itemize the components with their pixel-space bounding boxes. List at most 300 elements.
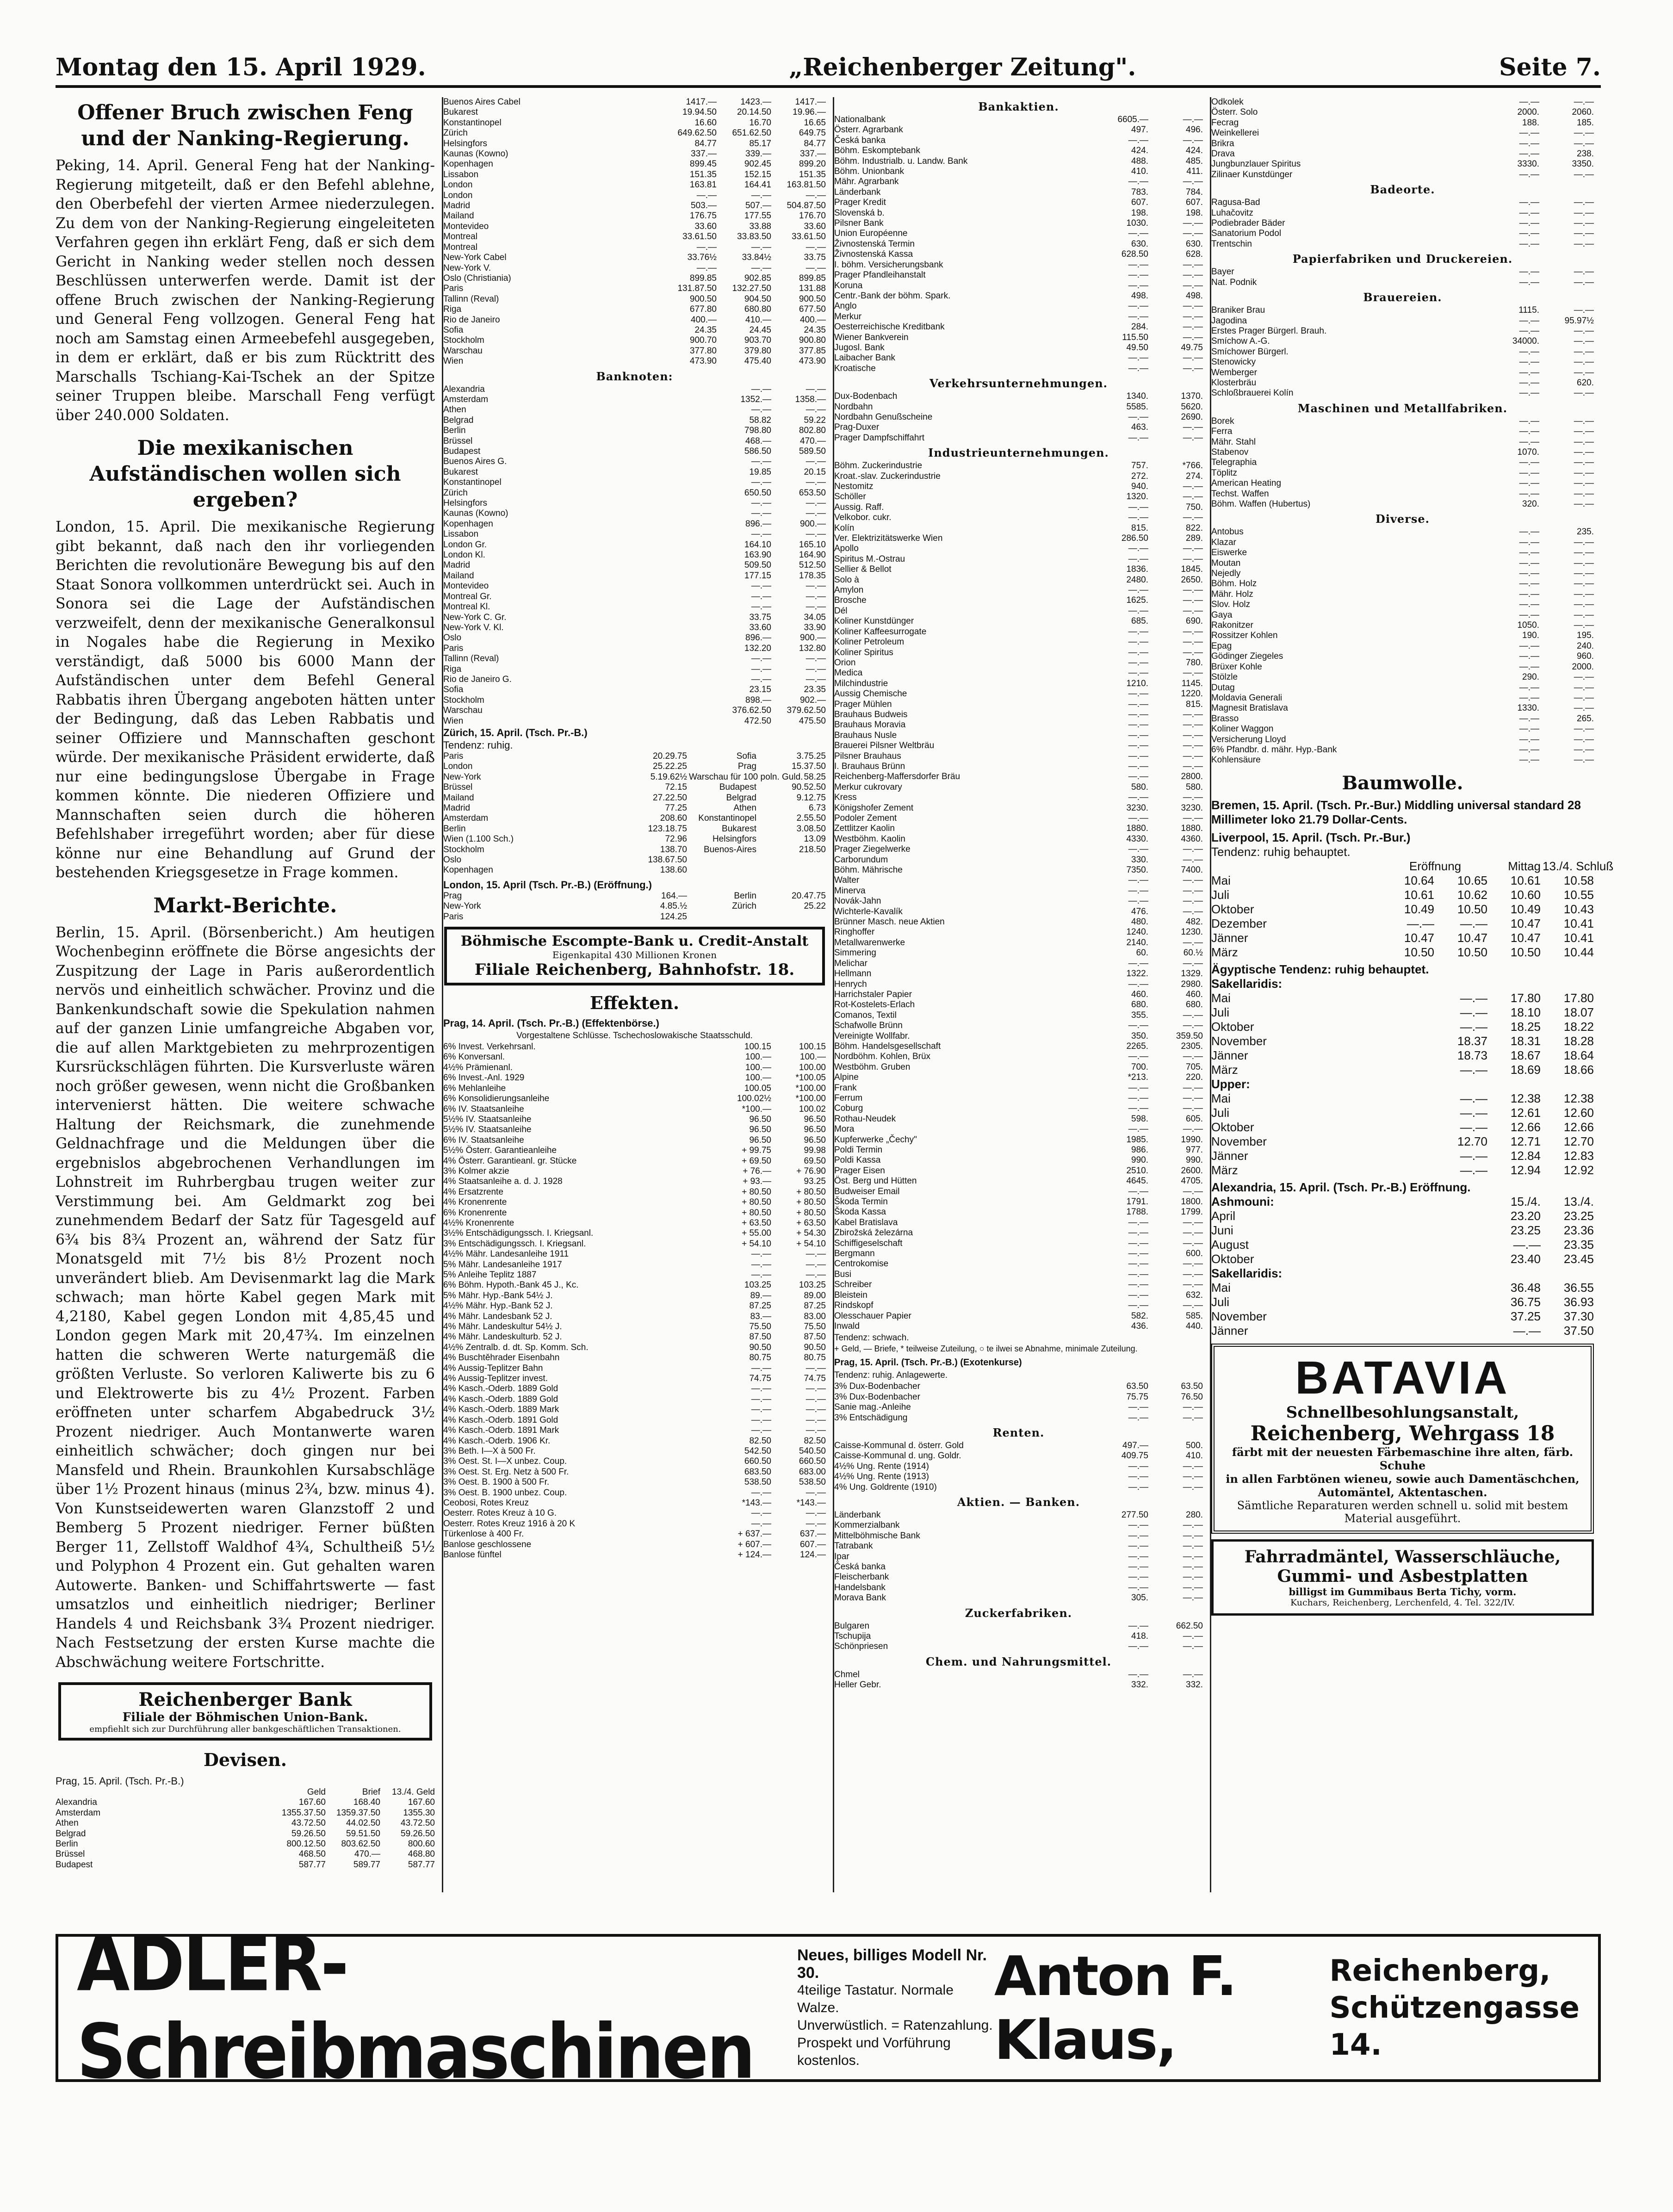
row-label: 3% Entschädigung bbox=[834, 1413, 908, 1423]
row-value: —.— bbox=[806, 1384, 826, 1394]
row-value: —.— bbox=[1183, 433, 1203, 443]
row-value: —.— bbox=[751, 1363, 771, 1373]
row-label: Brikra bbox=[1211, 138, 1234, 149]
row-value: —.— bbox=[1128, 875, 1148, 886]
row-value: —.— bbox=[751, 591, 771, 601]
row-value: —.— bbox=[1460, 1148, 1487, 1163]
table-row bbox=[1211, 931, 1594, 945]
row-value: 23.35 bbox=[1563, 1237, 1594, 1252]
row-value: —.— bbox=[1128, 1402, 1148, 1413]
row-value: —.— bbox=[1183, 1052, 1203, 1062]
row-value: 497. bbox=[1131, 125, 1148, 135]
table-row bbox=[1211, 416, 1594, 427]
row-value: 784. bbox=[1186, 187, 1203, 197]
row-value: —.— bbox=[1460, 1163, 1487, 1177]
row-value: —.— bbox=[1128, 363, 1148, 373]
row-value: 339.— bbox=[745, 149, 771, 159]
table-row bbox=[443, 508, 826, 519]
table-row bbox=[1211, 631, 1594, 641]
row-value: —.— bbox=[1183, 115, 1203, 124]
table-row bbox=[443, 118, 826, 128]
table-row bbox=[834, 564, 1203, 575]
row-value: —.— bbox=[1574, 267, 1594, 277]
table-row bbox=[834, 177, 1203, 187]
ad-escompte-bank bbox=[444, 927, 825, 985]
row-value: 903.70 bbox=[744, 335, 771, 346]
row-label: 3% Oest. St. I—X unbez. Coup. bbox=[443, 1456, 567, 1467]
row-value: 409.75 bbox=[1121, 1451, 1148, 1461]
row-value: 410. bbox=[1186, 1451, 1203, 1461]
table-row bbox=[1211, 745, 1594, 755]
row-label: Kolín bbox=[834, 523, 855, 533]
table-row bbox=[834, 1124, 1203, 1134]
devisen-rates-table bbox=[443, 97, 826, 367]
row-value: 177.15 bbox=[744, 570, 771, 581]
row-value: —.— bbox=[1574, 138, 1594, 149]
table-row bbox=[443, 191, 826, 201]
table-row bbox=[1211, 1324, 1594, 1338]
row-value: —.— bbox=[1519, 651, 1539, 662]
row-value: 7400. bbox=[1181, 865, 1203, 875]
row-value: —.— bbox=[751, 190, 771, 200]
brauereien-table bbox=[1211, 305, 1594, 399]
table-row bbox=[1211, 368, 1594, 378]
row-value: 509.50 bbox=[744, 560, 771, 570]
row-value: —.— bbox=[1183, 585, 1203, 595]
table-row bbox=[834, 938, 1203, 948]
row-label: Nordbahn Genußscheine bbox=[834, 412, 933, 422]
row-value: + 76.— bbox=[743, 1166, 771, 1176]
table-row bbox=[443, 446, 826, 457]
table-row bbox=[1211, 527, 1594, 537]
row-label: Koruna bbox=[834, 280, 863, 291]
row-label: Inwald bbox=[834, 1321, 860, 1331]
row-label: Kroat.-slav. Zuckerindustrie bbox=[834, 471, 941, 481]
row-value: 36.93 bbox=[1563, 1295, 1594, 1309]
row-value: 750. bbox=[1186, 502, 1203, 512]
row-value: 20.14.50 bbox=[737, 107, 771, 118]
row-label: Juni bbox=[1211, 1223, 1233, 1237]
table-row bbox=[834, 198, 1203, 208]
row-value: 3330. bbox=[1517, 159, 1539, 169]
section-subtitle: Tendenz: ruhig. bbox=[443, 739, 513, 751]
section-title: Baumwolle. bbox=[1342, 772, 1463, 794]
row-value: —.— bbox=[806, 242, 826, 252]
table-row bbox=[834, 156, 1203, 167]
row-label: Türkenlose à 400 Fr. bbox=[443, 1529, 524, 1539]
row-value: —.— bbox=[1519, 641, 1539, 651]
row-label: Wien bbox=[443, 356, 464, 366]
row-label: März bbox=[1211, 945, 1238, 959]
row-value: 33.76½ bbox=[687, 253, 717, 263]
ad-line: färbt mit der neuesten Färbemaschine ihre alten, färb. Schuhe bbox=[1232, 1445, 1574, 1472]
row-label: Telegraphia bbox=[1211, 458, 1257, 468]
row-value: 320. bbox=[1522, 499, 1539, 509]
row-value: —.— bbox=[1128, 793, 1148, 803]
row-value: 337.— bbox=[800, 149, 826, 159]
row-label: Juli bbox=[1211, 887, 1230, 902]
row-label: Prag-Duxer bbox=[834, 422, 880, 433]
row-value: —.— bbox=[1183, 482, 1203, 491]
row-value: 4.85.½ bbox=[660, 901, 687, 911]
row-value: —.— bbox=[1183, 813, 1203, 823]
row-label: Harrichstaler Papier bbox=[834, 989, 912, 999]
row-value: —.— bbox=[1183, 1269, 1203, 1279]
table-row bbox=[443, 1187, 826, 1197]
row-value: 900.50 bbox=[799, 294, 826, 304]
row-label: Bleistein bbox=[834, 1290, 867, 1300]
row-value: 605. bbox=[1186, 1114, 1203, 1124]
row-label: Koliner Kaffeesurrogate bbox=[834, 626, 927, 637]
table-row bbox=[834, 689, 1203, 699]
row-value: —.— bbox=[1128, 1238, 1148, 1248]
row-label: Athen bbox=[443, 405, 466, 415]
row-label: 3% Beth. I—X à 500 Fr. bbox=[443, 1446, 536, 1456]
row-value: 10.41 bbox=[1563, 930, 1594, 945]
table-row bbox=[834, 391, 1203, 402]
table-row bbox=[1211, 589, 1594, 600]
row-value: —.— bbox=[1574, 218, 1594, 229]
section-subtitle: Tendenz: ruhig. Anlagewerte. bbox=[834, 1370, 948, 1381]
column-1 bbox=[56, 97, 435, 1892]
table-row bbox=[443, 1104, 826, 1115]
row-value: 1417.— bbox=[795, 97, 826, 107]
row-value: —.— bbox=[1574, 744, 1594, 755]
tendenz: Tendenz: ruhig behauptet. bbox=[1211, 844, 1351, 859]
row-value: 12.66 bbox=[1563, 1120, 1594, 1134]
row-label: 6% Konsolidierungsanleihe bbox=[443, 1094, 550, 1104]
table-row bbox=[1211, 1149, 1594, 1163]
row-value: —.— bbox=[1183, 1010, 1203, 1020]
row-label: Podoler Zement bbox=[834, 813, 897, 823]
table-row bbox=[834, 637, 1203, 647]
row-value: —.— bbox=[1128, 1530, 1148, 1541]
row-label: Montreal Gr. bbox=[443, 591, 492, 601]
table-row bbox=[56, 1829, 435, 1839]
row-value: 359.50 bbox=[1176, 1031, 1203, 1041]
row-value: 498. bbox=[1186, 291, 1203, 301]
table-row bbox=[443, 1322, 826, 1332]
table-row bbox=[1211, 1281, 1594, 1295]
row-value: 1330. bbox=[1517, 703, 1539, 713]
table-row bbox=[834, 1083, 1203, 1093]
row-label: Oktober bbox=[1211, 1120, 1254, 1134]
table-row bbox=[443, 560, 826, 570]
row-value: 12.70 bbox=[1457, 1134, 1487, 1148]
row-label: Medica bbox=[834, 668, 863, 678]
row-value: —.— bbox=[1183, 1461, 1203, 1471]
row-label: Tschupija bbox=[834, 1631, 871, 1642]
row-value: —.— bbox=[1519, 600, 1539, 610]
row-label: 6% Böhm. Hypoth.-Bank 45 J., Kc. bbox=[443, 1280, 579, 1290]
table-row bbox=[443, 1218, 826, 1228]
row-label: Öst. Berg und Hütten bbox=[834, 1176, 917, 1186]
row-label: Ringhoffer bbox=[834, 927, 875, 937]
row-value: —.— bbox=[1183, 422, 1203, 433]
row-value: 60.½ bbox=[1183, 948, 1203, 958]
row-value: —.— bbox=[1574, 347, 1594, 357]
row-label: Poldi Kassa bbox=[834, 1155, 881, 1165]
row-label: Frank bbox=[834, 1083, 857, 1093]
table-row bbox=[834, 1413, 1203, 1423]
table-row bbox=[1211, 600, 1594, 610]
row-value: 1423.— bbox=[740, 97, 771, 107]
table-row bbox=[443, 149, 826, 159]
table-row bbox=[443, 1363, 826, 1374]
row-value: 18.25 bbox=[1510, 1019, 1541, 1034]
ad-line: Böhmische Escompte-Bank u. Credit-Anstalt bbox=[460, 933, 809, 950]
table-row bbox=[443, 1156, 826, 1166]
row-value: 468.80 bbox=[408, 1849, 435, 1859]
table-row bbox=[834, 471, 1203, 482]
table-row bbox=[1211, 97, 1594, 107]
row-label: Mailand bbox=[443, 211, 474, 221]
row-value: 628. bbox=[1186, 249, 1203, 260]
row-label: Budweiser Email bbox=[834, 1186, 900, 1196]
row-value: 23.25 bbox=[1510, 1223, 1541, 1237]
row-label: Sellier & Bellot bbox=[834, 564, 892, 575]
column-3 bbox=[833, 97, 1203, 1892]
row-value: —.— bbox=[1519, 277, 1539, 287]
row-value: —.— bbox=[1183, 1631, 1203, 1642]
row-label: Podiebrader Bäder bbox=[1211, 218, 1285, 229]
table-row bbox=[834, 270, 1203, 280]
row-label: Olesschauer Papier bbox=[834, 1311, 911, 1321]
row-value: —.— bbox=[1128, 301, 1148, 311]
row-value: —.— bbox=[751, 1259, 771, 1270]
row-value: 18.66 bbox=[1563, 1062, 1594, 1077]
row-value: —.— bbox=[1183, 1238, 1203, 1248]
table-row bbox=[834, 1270, 1203, 1280]
row-value: 100.— bbox=[800, 1052, 826, 1062]
row-value: 238. bbox=[1577, 149, 1594, 159]
ad-adler-schreibmaschinen bbox=[56, 1920, 1601, 2096]
ad-line: Sämtliche Reparaturen werden schnell u. solid mit bestem Material ausgeführt. bbox=[1237, 1499, 1568, 1525]
row-label: Ceobosi, Rotes Kreuz bbox=[443, 1498, 529, 1508]
row-label: 3½% Entschädigungssch. I. Kriegsanl. bbox=[443, 1228, 594, 1239]
row-value: —.— bbox=[1183, 218, 1203, 229]
row-value: 355. bbox=[1131, 1010, 1148, 1020]
table-row bbox=[1211, 917, 1594, 931]
table-row bbox=[1211, 651, 1594, 662]
row-value: 2265. bbox=[1126, 1041, 1148, 1051]
row-value: 17.80 bbox=[1510, 991, 1541, 1005]
row-value: 198. bbox=[1131, 208, 1148, 218]
row-value: + 80.50 bbox=[742, 1208, 771, 1218]
table-row bbox=[1211, 662, 1594, 672]
row-value: 424. bbox=[1186, 146, 1203, 156]
table-row bbox=[1211, 714, 1594, 724]
row-label: Jagodina bbox=[1211, 316, 1247, 326]
row-value: —.— bbox=[1574, 128, 1594, 138]
row-value: —.— bbox=[1128, 1269, 1148, 1279]
row-label: Fleischerbank bbox=[834, 1572, 889, 1582]
table-row bbox=[443, 1115, 826, 1125]
table-row bbox=[1211, 1163, 1594, 1177]
row-value: —.— bbox=[1128, 1217, 1148, 1227]
row-value: 902.45 bbox=[744, 159, 771, 169]
row-label: November bbox=[1211, 1134, 1267, 1148]
row-value: 138.60 bbox=[660, 865, 687, 875]
row-value: 1355.30 bbox=[403, 1808, 435, 1818]
row-value: 485. bbox=[1186, 156, 1203, 166]
row-label: Borek bbox=[1211, 416, 1234, 426]
table-row bbox=[443, 1042, 826, 1052]
row-value: —.— bbox=[806, 190, 826, 200]
row-label: Henrych bbox=[834, 979, 867, 989]
row-value: —.— bbox=[1574, 277, 1594, 287]
maschinen-table bbox=[1211, 416, 1594, 510]
row-value: 33.61.50 bbox=[682, 232, 717, 242]
row-value: —.— bbox=[1519, 239, 1539, 249]
table-row bbox=[443, 793, 826, 803]
row-label: Kress bbox=[834, 793, 857, 803]
row-value: —.— bbox=[806, 664, 826, 674]
row-value: —.— bbox=[1183, 606, 1203, 616]
row-label: Mai bbox=[1211, 873, 1231, 887]
row-label: 4% Staatsanleihe a. d. J. 1928 bbox=[443, 1177, 563, 1187]
row-value: —.— bbox=[1128, 647, 1148, 657]
row-value: 87.50 bbox=[749, 1332, 771, 1342]
table-row bbox=[834, 281, 1203, 291]
row-value: 33.83.50 bbox=[737, 232, 771, 242]
sakellaridis-table bbox=[1211, 991, 1594, 1077]
table-row bbox=[443, 633, 826, 643]
row-value: 177.55 bbox=[744, 211, 771, 221]
row-value: 58.25 bbox=[804, 772, 826, 782]
row-value: 400.— bbox=[691, 315, 717, 325]
row-label: Juli bbox=[1211, 1105, 1230, 1120]
table-row bbox=[1211, 437, 1594, 447]
table-row bbox=[1211, 1309, 1594, 1324]
table-row bbox=[443, 901, 826, 911]
table-row bbox=[834, 606, 1203, 616]
row-value: 96.50 bbox=[804, 1125, 826, 1135]
row-value: 460. bbox=[1131, 989, 1148, 999]
row-label: März bbox=[1211, 1163, 1238, 1177]
row-label: Smíchow A.-G. bbox=[1211, 336, 1270, 347]
article-body: Peking, 14. April. General Feng hat der Nanking-Regierung mitgeteilt, daß er den Befehl ablehne, den Oberbefehl der vierten Armee niederzulegen. Zu dem von der Nanking-Regierung eingeleiteten Verfahren gegen ihn erklärt Feng, daß er sich dem Gericht in Nanking weder stellen noch dessen Beschlüssen unterwerfen werde. Damit ist der offene Bruch zwischen der Nanking-Regierung und General Feng vollzogen. General Feng hat noch am Samstag einen Armeebefehl ausgegeben, in dem er erklärt, daß er bis zum Rücktritt des Marschalls Tschiang-Kai-Tschek an der Spitze seiner Truppen bleibe. Marschall Feng verfügt über 240.000 Soldaten. bbox=[56, 157, 435, 424]
row-value: 218.50 bbox=[799, 844, 826, 855]
row-label: Böhm. Holz bbox=[1211, 579, 1257, 589]
table-row bbox=[834, 793, 1203, 803]
row-value: 496. bbox=[1186, 125, 1203, 135]
row-value: —.— bbox=[751, 242, 771, 252]
section-subtitle: Prag, 14. April. (Tsch. Pr.-B.) (Effektenbörse.) bbox=[443, 1017, 659, 1029]
row-value: 132.20 bbox=[744, 643, 771, 653]
row-label: New-York V. bbox=[443, 263, 491, 273]
row-value: 649.62.50 bbox=[677, 128, 717, 138]
table-row bbox=[443, 304, 826, 315]
row-value: —.— bbox=[1574, 693, 1594, 703]
table-row bbox=[443, 1529, 826, 1539]
row-label: Wiener Bankverein bbox=[834, 332, 909, 342]
row-value: 75.50 bbox=[804, 1322, 826, 1332]
table-row bbox=[443, 824, 826, 834]
table-row bbox=[834, 353, 1203, 363]
row-value: 482. bbox=[1186, 917, 1203, 927]
row-label: London Gr. bbox=[443, 539, 487, 550]
table-row bbox=[443, 592, 826, 602]
row-value: —.— bbox=[751, 263, 771, 273]
row-label: Böhm. Eskomptebank bbox=[834, 146, 920, 156]
column-4 bbox=[1210, 97, 1614, 1892]
ad-fahrrad bbox=[1211, 1539, 1594, 1616]
row-value: 898.— bbox=[745, 695, 771, 705]
row-value: 480. bbox=[1131, 917, 1148, 927]
row-value: 33.88 bbox=[749, 221, 771, 231]
ad-line: Unverwüstlich. = Ratenzahlung. bbox=[797, 2018, 993, 2033]
ad-city: Reichenberg, bbox=[1329, 1954, 1551, 1988]
diverse-table bbox=[1211, 527, 1594, 765]
table-row bbox=[834, 492, 1203, 502]
row-value: 1050. bbox=[1517, 620, 1539, 631]
section-title: Ägyptische Tendenz: ruhig behauptet. bbox=[1211, 962, 1429, 976]
row-label: Spiritus M.-Ostrau bbox=[834, 554, 905, 564]
row-value: —.— bbox=[1128, 1290, 1148, 1300]
row-value: 100.00 bbox=[799, 1062, 826, 1072]
table-row bbox=[443, 1208, 826, 1218]
table-row bbox=[443, 865, 826, 875]
row-label: Prag bbox=[443, 891, 462, 901]
row-label: Mähr. Agrarbank bbox=[834, 177, 899, 187]
row-value: 685. bbox=[1131, 616, 1148, 626]
row-value: —.— bbox=[1183, 1280, 1203, 1290]
table-row bbox=[834, 1402, 1203, 1413]
table-row bbox=[443, 1374, 826, 1384]
row-value: 284. bbox=[1131, 322, 1148, 332]
row-value: —.— bbox=[806, 1425, 826, 1436]
row-value: —.— bbox=[1128, 1249, 1148, 1259]
row-value: —.— bbox=[1128, 1482, 1148, 1492]
table-row bbox=[443, 1146, 826, 1156]
row-value: 74.75 bbox=[804, 1374, 826, 1384]
row-label: Jungbunzlauer Spiritus bbox=[1211, 159, 1301, 169]
row-label: Kopenhagen bbox=[443, 519, 493, 529]
row-value: —.— bbox=[1574, 437, 1594, 447]
row-label: Brüssel bbox=[443, 436, 473, 446]
row-value: —.— bbox=[1519, 744, 1539, 755]
row-label: 6% Kronenrente bbox=[443, 1208, 507, 1218]
table-row bbox=[1211, 683, 1594, 693]
row-label: Nejedly bbox=[1211, 569, 1241, 579]
row-value: 800.12.50 bbox=[286, 1839, 326, 1849]
row-label: Sofia bbox=[443, 685, 464, 695]
row-value: 19.96.— bbox=[793, 107, 826, 118]
row-value: 87.25 bbox=[804, 1301, 826, 1311]
row-value: 1145. bbox=[1181, 678, 1203, 688]
table-row bbox=[834, 1583, 1203, 1593]
row-value: —.— bbox=[751, 498, 771, 508]
row-value: 585. bbox=[1186, 1311, 1203, 1321]
table-row bbox=[443, 1405, 826, 1415]
row-label: Caisse-Kommunal d. österr. Gold bbox=[834, 1440, 964, 1450]
table-row bbox=[443, 325, 826, 335]
col-header: 13./4. Geld bbox=[392, 1787, 435, 1797]
table-row bbox=[1211, 991, 1594, 1005]
table-row bbox=[443, 1270, 826, 1280]
row-label: Madrid bbox=[443, 803, 471, 813]
row-value: 18.31 bbox=[1510, 1034, 1541, 1048]
table-row bbox=[1211, 239, 1594, 249]
row-value: 4330. bbox=[1126, 834, 1148, 844]
row-value: —.— bbox=[1574, 703, 1594, 713]
row-label: Mähr. Holz bbox=[1211, 589, 1253, 599]
row-label: 4% Aussig-Teplitzer invest. bbox=[443, 1374, 548, 1384]
row-value: 10.50 bbox=[1404, 945, 1434, 959]
row-label: Brauerei Pilsner Weltbräu bbox=[834, 741, 935, 751]
table-row bbox=[1211, 149, 1594, 159]
